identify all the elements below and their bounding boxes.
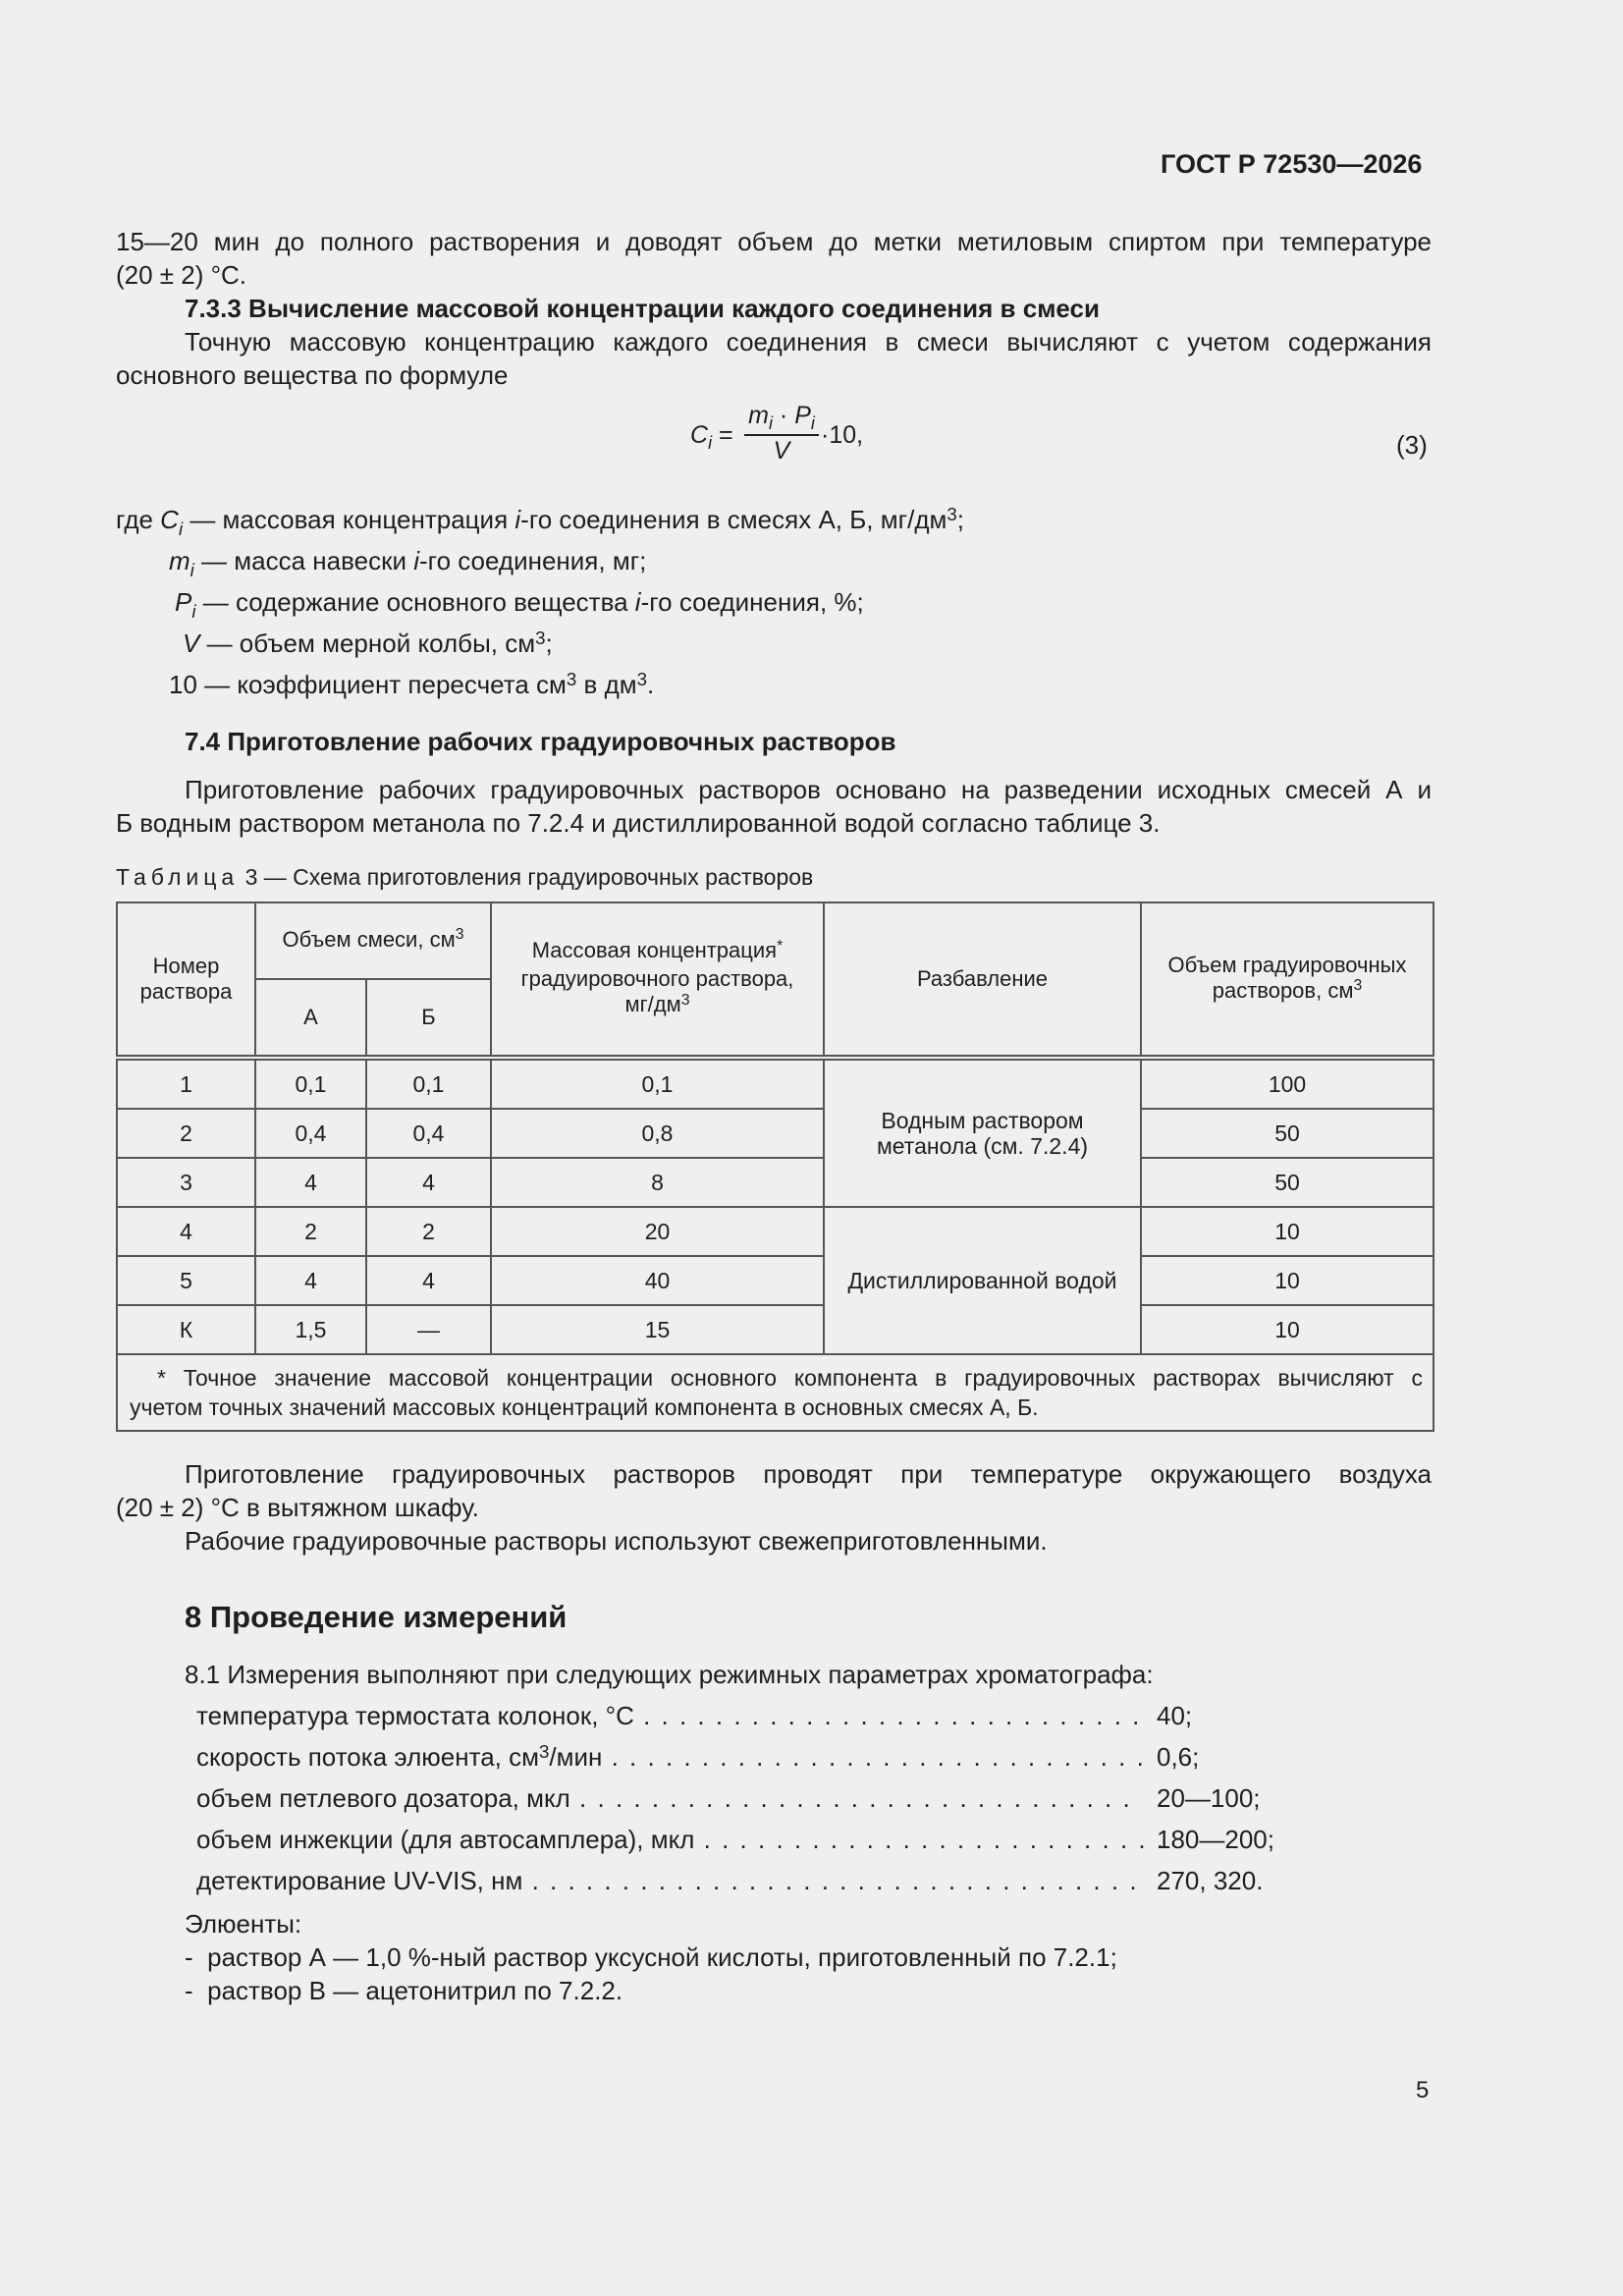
- document-id: ГОСТ Р 72530—2026: [1161, 149, 1423, 179]
- section-7-3-3-title: 7.3.3 Вычисление массовой концентрации каждого соединения в смеси: [185, 294, 1100, 323]
- formula-lhs: $C_i$ =: [690, 421, 733, 454]
- table-caption: Таблица 3 — Схема приготовления градуировочных растворов: [116, 864, 814, 890]
- cell-volume: 10: [1141, 1305, 1434, 1354]
- cell-concentration: 0,8: [491, 1109, 824, 1158]
- cell-volume: 50: [1141, 1109, 1434, 1158]
- page-number: 5: [1416, 2077, 1430, 2104]
- param-row: объем петлевого дозатора, мкл . . . . . . . . . . . . . . . . . . . . . . . . . . . . . . .: [196, 1783, 1132, 1813]
- cell-b: 2: [366, 1207, 491, 1256]
- section-7-4-para-line-1: Приготовление рабочих градуировочных растворов основано на разведении исходных смесей А и: [185, 775, 1432, 804]
- section-7-3-3-para-line-2: основного вещества по формуле: [116, 360, 509, 390]
- cell-a: 1,5: [255, 1305, 366, 1354]
- where-item-ci: где $C_i$ — массовая концентрация i-го соединения в смесях А, Б, $мг/дм^3$;: [116, 503, 965, 539]
- param-row: объем инжекции (для автосамплера), мкл . . . . . . . . . . . . . . . . . . . . . . . . . .: [196, 1825, 1166, 1854]
- where-item-10: 10 — коэффициент пересчета $см^3$ в $дм^3$.: [169, 668, 655, 699]
- table-row: [117, 1256, 1434, 1305]
- equation-number: (3): [1396, 430, 1428, 460]
- header-dilution: Разбавление: [824, 902, 1141, 1058]
- section-7-4-para-line-2: Б водным раствором метанола по 7.2.4 и дистиллированной водой согласно таблице 3.: [116, 808, 1161, 838]
- cell-concentration: 0,1: [491, 1058, 824, 1109]
- eluent-item: - раствор А — 1,0 %-ный раствор уксусной кислоты, приготовленный по 7.2.1;: [185, 1942, 1117, 1972]
- cell-dilution-water: Дистиллированной водой: [824, 1207, 1141, 1354]
- cell-number: К: [117, 1305, 255, 1354]
- param-row: температура термостата колонок, °C . . . . . . . . . . . . . . . . . . . . . . . . . . . .: [196, 1701, 1142, 1730]
- param-value: 20—100;: [1157, 1783, 1261, 1813]
- cell-concentration: 40: [491, 1256, 824, 1305]
- section-8-title: 8 Проведение измерений: [185, 1600, 568, 1634]
- cell-a: 4: [255, 1256, 366, 1305]
- formula-factor: ·10,: [821, 421, 864, 449]
- param-value: 0,6;: [1157, 1742, 1200, 1772]
- eluents-label: Элюенты:: [185, 1909, 302, 1939]
- where-item-pi: $P_i$ — содержание основного вещества i-го соединения, %;: [175, 587, 864, 622]
- table-row: [117, 1305, 1434, 1354]
- after-table-para-2: Рабочие градуировочные растворы используют свежеприготовленными.: [185, 1526, 1048, 1556]
- cell-a: 0,1: [255, 1058, 366, 1109]
- header-mix-volume: Объем смеси, $см^3$: [255, 902, 491, 979]
- table-row: [117, 1058, 1434, 1109]
- cell-volume: 10: [1141, 1256, 1434, 1305]
- where-item-v: V — объем мерной колбы, $см^3$;: [183, 627, 553, 658]
- table-row: [117, 1109, 1434, 1158]
- section-8-1-para: 8.1 Измерения выполняют при следующих режимных параметрах хроматографа:: [185, 1660, 1154, 1689]
- intro-line-2: (20 ± 2) °C.: [116, 260, 247, 290]
- after-table-para-line-2: (20 ± 2) °C в вытяжном шкафу.: [116, 1493, 479, 1522]
- cell-number: 1: [117, 1058, 255, 1109]
- cell-b: —: [366, 1305, 491, 1354]
- cell-b: 0,4: [366, 1109, 491, 1158]
- cell-b: 4: [366, 1158, 491, 1207]
- cell-number: 4: [117, 1207, 255, 1256]
- param-value: 270, 320.: [1157, 1866, 1264, 1895]
- formula-3: [687, 401, 884, 469]
- header-volume: Объем градуировочных растворов, $см^3$: [1141, 902, 1434, 1058]
- cell-number: 3: [117, 1158, 255, 1207]
- header-col-a: А: [255, 979, 366, 1058]
- cell-concentration: 15: [491, 1305, 824, 1354]
- section-7-3-3-para-line-1: Точную массовую концентрацию каждого соединения в смеси вычисляют с учетом содержания: [185, 327, 1432, 356]
- cell-a: 0,4: [255, 1109, 366, 1158]
- cell-volume: 50: [1141, 1158, 1434, 1207]
- after-table-para-line-1: Приготовление градуировочных растворов проводят при температуре окружающего воздуха: [185, 1459, 1432, 1489]
- cell-a: 2: [255, 1207, 366, 1256]
- table-row: [117, 1207, 1434, 1256]
- table-3: [116, 902, 1434, 1432]
- header-concentration: Массовая концентрация* градуировочного раствора, $мг/дм^3$: [491, 902, 824, 1058]
- param-row: скорость потока элюента, $см^3$/мин . . . . . . . . . . . . . . . . . . . . . . . . . . . . . .: [196, 1740, 1146, 1772]
- cell-volume: 100: [1141, 1058, 1434, 1109]
- param-row: детектирование UV-VIS, нм . . . . . . . . . . . . . . . . . . . . . . . . . . . . . . . . . .: [196, 1866, 1139, 1895]
- cell-dilution-methanol: Водным раствором метанола (см. 7.2.4): [824, 1058, 1141, 1207]
- cell-b: 4: [366, 1256, 491, 1305]
- eluent-item: - раствор В — ацетонитрил по 7.2.2.: [185, 1976, 623, 2005]
- cell-number: 5: [117, 1256, 255, 1305]
- section-7-4-title: 7.4 Приготовление рабочих градуировочных растворов: [185, 727, 896, 756]
- cell-number: 2: [117, 1109, 255, 1158]
- where-item-mi: $m_i$ — масса навески i-го соединения, мг;: [169, 546, 647, 580]
- intro-line-1: 15—20 мин до полного растворения и доводят объем до метки метиловым спиртом при температуре: [116, 227, 1432, 256]
- param-value: 180—200;: [1157, 1825, 1274, 1854]
- header-number: Номер раствора: [117, 902, 255, 1058]
- table-row: [117, 1158, 1434, 1207]
- cell-volume: 10: [1141, 1207, 1434, 1256]
- param-value: 40;: [1157, 1701, 1193, 1730]
- cell-a: 4: [255, 1158, 366, 1207]
- cell-concentration: 20: [491, 1207, 824, 1256]
- header-col-b: Б: [366, 979, 491, 1058]
- formula-fraction: $m_i \cdot P_i$ V: [744, 401, 819, 465]
- table-footnote: * Точное значение массовой концентрации основного компонента в градуировочных растворах вычисляют с учетом точных значений массовых концентраций компонента в основных смесях А, Б.: [117, 1354, 1434, 1431]
- cell-concentration: 8: [491, 1158, 824, 1207]
- cell-b: 0,1: [366, 1058, 491, 1109]
